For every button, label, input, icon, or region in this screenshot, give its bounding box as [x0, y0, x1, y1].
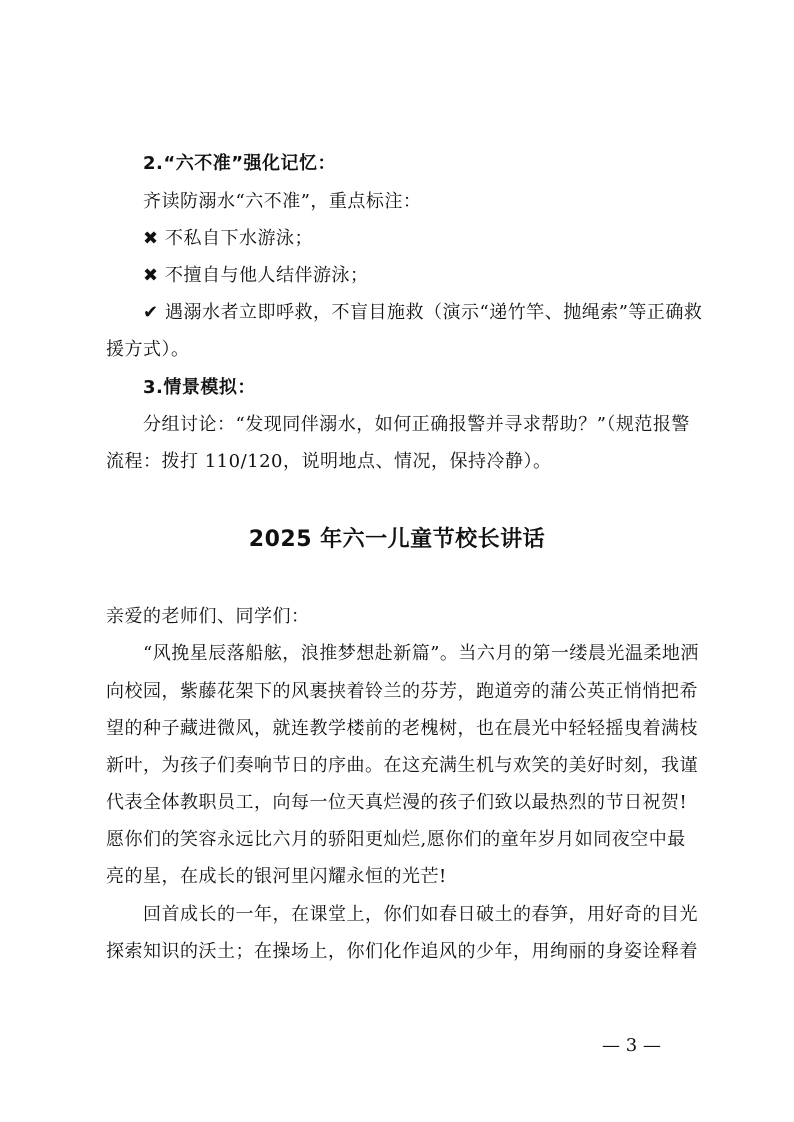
page-number: — 3 — [602, 1035, 661, 1056]
page-title: 2025 年六一儿童节校长讲话 [248, 527, 546, 552]
rule-item [143, 301, 702, 325]
section-heading-six-rules: 2.“六不准”强化记忆： [143, 153, 337, 174]
check-icon: ✔ [143, 302, 159, 323]
paragraph-line: 分组讨论：“发现同伴溺水，如何正确报警并寻求帮助？”（规范报警 [143, 414, 690, 435]
rule-item-text: 不私自下水游泳； [165, 228, 313, 249]
paragraph-line: 望的种子藏进微风，就连教学楼前的老槐树，也在晨光中轻轻摇曳着满枝 [106, 718, 698, 739]
paragraph-line: 代表全体教职员工，向每一位天真烂漫的孩子们致以最热烈的节日祝贺! [106, 792, 688, 813]
greeting: 亲爱的老师们、同学们： [106, 606, 310, 627]
cross-icon: ✖ [143, 265, 159, 286]
paragraph-line: 回首成长的一年，在课堂上，你们如春日破土的春笋，用好奇的目光 [143, 904, 698, 925]
rule-item-text: 不擅自与他人结伴游泳； [165, 265, 369, 286]
rule-item-continuation: 援方式）。 [106, 339, 190, 360]
rule-item [143, 227, 313, 251]
paragraph-line: 探索知识的沃土；在操场上，你们化作追风的少年，用绚丽的身姿诠释着 [106, 941, 698, 962]
paragraph-line: 愿你们的笑容永远比六月的骄阳更灿烂,愿你们的童年岁月如同夜空中最 [106, 829, 686, 850]
cross-icon: ✖ [143, 228, 159, 249]
section-intro: 齐读防溺水“六不准”，重点标注： [143, 191, 422, 212]
rule-item-text: 遇溺水者立即呼救，不盲目施救（演示“递竹竿、抛绳索”等正确救 [165, 302, 703, 323]
paragraph-line: 向校园，紫藤花架下的风裹挟着铃兰的芬芳，跑道旁的蒲公英正悄悄把希 [106, 681, 698, 702]
paragraph-line: 流程：拨打 110/120，说明地点、情况，保持冷静）。 [106, 451, 552, 472]
paragraph-line: “风挽星辰落船舷，浪推梦想赴新篇”。当六月的第一缕晨光温柔地洒 [143, 643, 699, 664]
section-heading-scenario: 3.情景模拟： [143, 377, 256, 398]
paragraph-line: 亮的星，在成长的银河里闪耀永恒的光芒! [106, 866, 447, 887]
rule-item [143, 264, 369, 288]
paragraph-line: 新叶，为孩子们奏响节日的序曲。在这充满生机与欢笑的美好时刻，我谨 [106, 755, 698, 776]
